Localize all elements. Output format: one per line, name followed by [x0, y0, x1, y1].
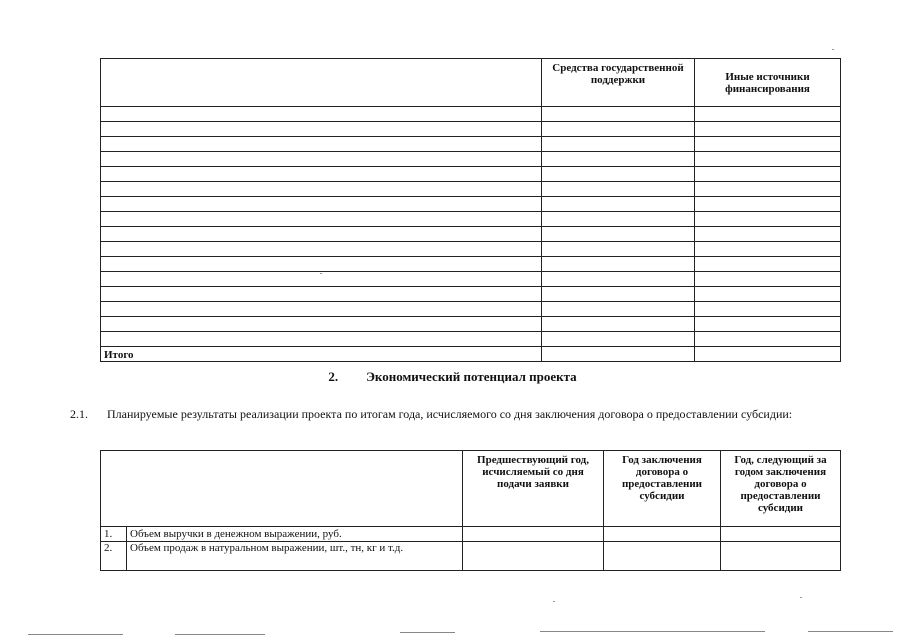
financing-table-header [101, 59, 841, 107]
other-sources-cell[interactable] [695, 212, 841, 227]
other-sources-cell[interactable] [695, 317, 841, 332]
scan-artifact-line [175, 634, 265, 635]
header-cell-blank [101, 59, 542, 107]
item-cell[interactable] [101, 182, 542, 197]
total-label: Итого [101, 347, 542, 362]
scan-artifact-dot [800, 597, 802, 598]
item-cell[interactable] [101, 167, 542, 182]
planned-results-header [101, 451, 841, 527]
other-sources-cell[interactable] [695, 302, 841, 317]
state-support-cell[interactable] [542, 317, 695, 332]
table-row [101, 167, 841, 182]
scan-artifact-line [540, 631, 765, 632]
table-row [101, 317, 841, 332]
header-next-year: Год, следующий за годом заключения договора о предоставлении субсидии [721, 451, 841, 527]
value-cell-previous-year[interactable] [463, 542, 604, 571]
other-sources-cell[interactable] [695, 152, 841, 167]
section-title: Экономический потенциал проекта [366, 369, 577, 384]
scan-artifact-dot [320, 273, 322, 274]
state-support-cell[interactable] [542, 302, 695, 317]
item-cell[interactable] [101, 257, 542, 272]
row-label: Объем продаж в натуральном выражении, шт., тн, кг и т.д. [127, 542, 463, 571]
header-previous-year: Предшествующий год, исчисляемый со дня подачи заявки [463, 451, 604, 527]
table-row [101, 332, 841, 347]
header-other-sources: Иные источники финансирования [695, 59, 841, 107]
section-2-heading [0, 369, 905, 385]
item-cell[interactable] [101, 302, 542, 317]
scan-artifact-dot [553, 601, 555, 602]
item-cell[interactable] [101, 212, 542, 227]
state-support-cell[interactable] [542, 242, 695, 257]
other-sources-cell[interactable] [695, 167, 841, 182]
table-row [101, 542, 841, 571]
total-other-sources-cell[interactable] [695, 347, 841, 362]
table-row [101, 122, 841, 137]
state-support-cell[interactable] [542, 257, 695, 272]
item-cell[interactable] [101, 137, 542, 152]
item-cell[interactable] [101, 152, 542, 167]
other-sources-cell[interactable] [695, 227, 841, 242]
item-cell[interactable] [101, 227, 542, 242]
financing-table [100, 58, 841, 362]
table-row [101, 212, 841, 227]
state-support-cell[interactable] [542, 122, 695, 137]
state-support-cell[interactable] [542, 167, 695, 182]
value-cell-contract-year[interactable] [604, 527, 721, 542]
table-row [101, 242, 841, 257]
scan-artifact-line [808, 631, 893, 632]
table-row [101, 257, 841, 272]
table-row [101, 137, 841, 152]
header-state-support: Средства государственной поддержки [542, 59, 695, 107]
scan-artifact-line [28, 634, 123, 635]
total-state-support-cell[interactable] [542, 347, 695, 362]
table-row [101, 527, 841, 542]
table-row [101, 272, 841, 287]
value-cell-previous-year[interactable] [463, 527, 604, 542]
table-row [101, 107, 841, 122]
paragraph-number: 2.1. [70, 407, 88, 421]
table-row [101, 152, 841, 167]
scan-artifact-line [400, 632, 455, 633]
other-sources-cell[interactable] [695, 272, 841, 287]
row-label: Объем выручки в денежном выражении, руб. [127, 527, 463, 542]
table-row [101, 302, 841, 317]
table-row [101, 227, 841, 242]
table-row [101, 182, 841, 197]
item-cell[interactable] [101, 287, 542, 302]
scan-artifact-dot [832, 49, 834, 50]
other-sources-cell[interactable] [695, 257, 841, 272]
item-cell[interactable] [101, 317, 542, 332]
item-cell[interactable] [101, 332, 542, 347]
financing-total-row [101, 347, 841, 362]
row-number: 2. [101, 542, 127, 571]
state-support-cell[interactable] [542, 107, 695, 122]
planned-results-table [100, 450, 841, 571]
state-support-cell[interactable] [542, 137, 695, 152]
header-cell-blank [101, 451, 463, 527]
state-support-cell[interactable] [542, 287, 695, 302]
state-support-cell[interactable] [542, 272, 695, 287]
item-cell[interactable] [101, 242, 542, 257]
state-support-cell[interactable] [542, 152, 695, 167]
row-number: 1. [101, 527, 127, 542]
table-row [101, 197, 841, 212]
other-sources-cell[interactable] [695, 107, 841, 122]
other-sources-cell[interactable] [695, 287, 841, 302]
section-number: 2. [328, 369, 339, 384]
other-sources-cell[interactable] [695, 182, 841, 197]
value-cell-next-year[interactable] [721, 542, 841, 571]
other-sources-cell[interactable] [695, 332, 841, 347]
value-cell-next-year[interactable] [721, 527, 841, 542]
other-sources-cell[interactable] [695, 197, 841, 212]
item-cell[interactable] [101, 122, 542, 137]
item-cell[interactable] [101, 197, 542, 212]
table-row [101, 287, 841, 302]
header-contract-year: Год заключения договора о предоставлении субсидии [604, 451, 721, 527]
value-cell-contract-year[interactable] [604, 542, 721, 571]
other-sources-cell[interactable] [695, 137, 841, 152]
other-sources-cell[interactable] [695, 242, 841, 257]
item-cell[interactable] [101, 107, 542, 122]
state-support-cell[interactable] [542, 227, 695, 242]
state-support-cell[interactable] [542, 197, 695, 212]
state-support-cell[interactable] [542, 182, 695, 197]
paragraph-text: Планируемые результаты реализации проекта по итогам года, исчисляемого со дня заключения договора о предоставлении субсидии: [107, 407, 793, 421]
state-support-cell[interactable] [542, 212, 695, 227]
state-support-cell[interactable] [542, 332, 695, 347]
other-sources-cell[interactable] [695, 122, 841, 137]
